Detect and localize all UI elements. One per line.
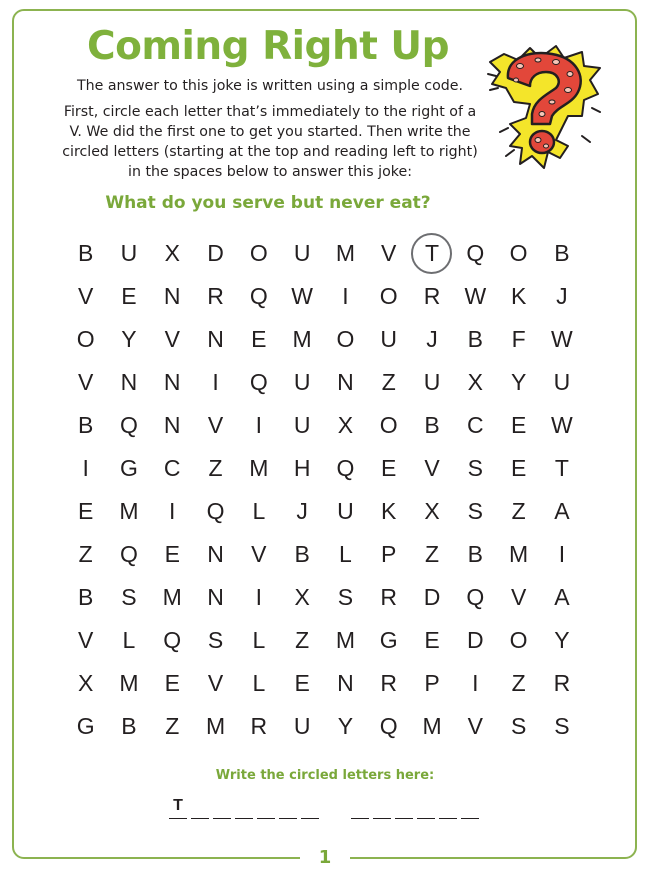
grid-letter[interactable]: R	[250, 713, 268, 739]
grid-letter[interactable]: V	[164, 326, 180, 352]
answer-blank[interactable]	[235, 796, 253, 819]
grid-letter[interactable]: Y	[554, 627, 570, 653]
answer-label: Write the circled letters here:	[215, 768, 435, 783]
grid-letter[interactable]: K	[510, 283, 527, 309]
grid-letter[interactable]: M	[119, 498, 139, 524]
grid-letter[interactable]: U	[337, 498, 354, 524]
grid-letter[interactable]: O	[509, 240, 528, 266]
grid-letter[interactable]: U	[553, 369, 571, 395]
grid-letter[interactable]: U	[423, 369, 441, 395]
answer-blank[interactable]	[351, 796, 369, 819]
grid-letter[interactable]: E	[164, 670, 180, 696]
grid-letter[interactable]: Z	[208, 455, 223, 481]
grid-letter[interactable]: K	[381, 498, 397, 524]
grid-letter[interactable]: I	[472, 670, 479, 696]
answer-blank[interactable]	[191, 796, 209, 819]
grid-row	[64, 404, 584, 447]
grid-letter[interactable]: I	[169, 498, 176, 524]
letter-grid	[64, 232, 584, 748]
grid-letter[interactable]: Z	[424, 541, 440, 567]
grid-row	[64, 275, 584, 318]
grid-letter[interactable]: A	[554, 584, 570, 610]
grid-letter[interactable]: D	[207, 240, 224, 266]
instructions-paragraph: First, circle each letter that’s immediately to the right of a V. We did the first one to get you started. Then write the circled letters (starting at the top and reading left to right) in the spaces below to answer this joke:	[62, 104, 478, 180]
grid-letter[interactable]: V	[381, 240, 397, 266]
grid-letter[interactable]: Q	[120, 412, 138, 438]
grid-row	[64, 705, 584, 748]
grid-letter[interactable]: E	[251, 326, 267, 352]
grid-letter[interactable]: Z	[511, 498, 526, 524]
grid-letter[interactable]: M	[205, 713, 226, 739]
grid-letter[interactable]: M	[292, 326, 312, 352]
grid-letter[interactable]: X	[164, 240, 180, 266]
grid-letter[interactable]: B	[77, 412, 94, 438]
grid-letter[interactable]: M	[119, 670, 139, 696]
grid-letter[interactable]: V	[251, 541, 267, 567]
grid-letter[interactable]: N	[207, 541, 224, 567]
grid-letter[interactable]: U	[380, 326, 398, 352]
grid-letter[interactable]: Q	[466, 240, 485, 266]
grid-letter[interactable]: G	[379, 627, 398, 653]
grid-letter[interactable]: M	[335, 627, 356, 653]
grid-letter[interactable]: Q	[120, 541, 138, 567]
grid-letter-circled[interactable]: T	[410, 232, 453, 275]
grid-letter[interactable]: O	[76, 326, 95, 352]
answer-blanks	[169, 796, 483, 819]
answer-blank[interactable]	[395, 796, 413, 819]
grid-letter[interactable]: W	[551, 326, 573, 352]
answer-blank[interactable]	[301, 796, 319, 819]
grid-letter[interactable]: Y	[337, 713, 354, 739]
grid-letter[interactable]: B	[424, 412, 440, 438]
grid-letter[interactable]: Q	[206, 498, 225, 524]
grid-letter[interactable]: Q	[249, 283, 268, 309]
grid-letter[interactable]: Q	[466, 584, 485, 610]
grid-letter[interactable]: L	[252, 670, 266, 696]
grid-letter[interactable]: I	[342, 283, 349, 309]
grid-letter[interactable]: N	[207, 326, 224, 352]
grid-row	[64, 361, 584, 404]
grid-letter[interactable]: Q	[163, 627, 182, 653]
grid-letter[interactable]: Z	[381, 369, 396, 395]
grid-letter[interactable]: N	[337, 670, 354, 696]
grid-letter[interactable]: B	[294, 541, 310, 567]
grid-letter[interactable]: A	[554, 498, 570, 524]
grid-letter[interactable]: P	[381, 541, 397, 567]
grid-letter[interactable]: M	[422, 713, 442, 739]
grid-letter[interactable]: G	[76, 713, 95, 739]
answer-blank[interactable]	[213, 796, 231, 819]
grid-letter[interactable]: V	[77, 369, 94, 395]
grid-letter[interactable]: E	[510, 412, 527, 438]
grid-letter[interactable]: J	[296, 498, 308, 524]
grid-letter[interactable]: Q	[336, 455, 355, 481]
grid-letter[interactable]: O	[336, 326, 355, 352]
grid-letter[interactable]: I	[255, 412, 263, 438]
grid-letter[interactable]: V	[207, 670, 224, 696]
grid-letter[interactable]: W	[464, 283, 487, 309]
answer-blank[interactable]	[461, 796, 479, 819]
grid-letter[interactable]: X	[294, 584, 310, 610]
grid-letter[interactable]: P	[424, 670, 440, 696]
answer-blank[interactable]: T	[169, 796, 187, 819]
grid-letter[interactable]: O	[379, 283, 398, 309]
grid-letter[interactable]: Y	[510, 369, 527, 395]
grid-letter[interactable]: T	[554, 455, 569, 481]
grid-letter[interactable]: B	[467, 326, 483, 352]
answer-blank[interactable]	[373, 796, 391, 819]
grid-letter[interactable]: L	[122, 627, 136, 653]
grid-letter[interactable]: G	[120, 455, 138, 481]
grid-letter[interactable]: Z	[165, 713, 180, 739]
grid-letter[interactable]: V	[77, 627, 94, 653]
grid-row	[64, 662, 584, 705]
grid-letter[interactable]: N	[163, 283, 181, 309]
grid-letter[interactable]: X	[467, 369, 483, 395]
grid-letter[interactable]: N	[207, 584, 224, 610]
grid-letter[interactable]: W	[551, 412, 573, 438]
grid-letter[interactable]: B	[77, 240, 94, 266]
answer-blank[interactable]	[417, 796, 435, 819]
intro-line: The answer to this joke is written using a simple code.	[76, 78, 464, 94]
grid-letter[interactable]: L	[252, 627, 266, 653]
grid-letter[interactable]: Z	[78, 541, 93, 567]
question-mark-icon	[486, 44, 604, 172]
grid-letter[interactable]: S	[554, 713, 570, 739]
answer-blank[interactable]	[257, 796, 275, 819]
grid-letter[interactable]: N	[163, 369, 181, 395]
grid-letter[interactable]: B	[121, 713, 137, 739]
grid-letter[interactable]: U	[293, 713, 311, 739]
grid-letter[interactable]: Y	[121, 326, 137, 352]
answer-blank[interactable]	[439, 796, 457, 819]
grid-letter[interactable]: E	[77, 498, 94, 524]
grid-letter[interactable]: E	[381, 455, 397, 481]
grid-letter[interactable]: M	[162, 584, 182, 610]
grid-letter[interactable]: N	[120, 369, 138, 395]
grid-letter[interactable]: Q	[379, 713, 398, 739]
grid-letter[interactable]: Z	[511, 670, 526, 696]
grid-letter[interactable]: I	[255, 584, 263, 610]
grid-row	[64, 533, 584, 576]
grid-letter[interactable]: F	[511, 326, 526, 352]
grid-letter[interactable]: B	[77, 584, 94, 610]
grid-letter[interactable]: E	[164, 541, 180, 567]
answer-word	[169, 796, 323, 819]
grid-letter[interactable]: M	[335, 240, 356, 266]
grid-letter[interactable]: O	[379, 412, 398, 438]
grid-letter[interactable]: V	[207, 412, 224, 438]
grid-letter[interactable]: B	[467, 541, 483, 567]
grid-letter[interactable]: J	[556, 283, 568, 309]
grid-row	[64, 318, 584, 361]
grid-letter[interactable]: R	[423, 283, 441, 309]
grid-letter[interactable]: I	[212, 369, 219, 395]
grid-letter[interactable]: C	[163, 455, 181, 481]
grid-letter[interactable]: W	[291, 283, 313, 309]
grid-letter[interactable]: O	[249, 240, 268, 266]
grid-letter[interactable]: N	[163, 412, 181, 438]
grid-letter[interactable]: M	[509, 541, 529, 567]
grid-letter[interactable]: Z	[295, 627, 310, 653]
grid-letter[interactable]: S	[467, 455, 483, 481]
page-number: 1	[300, 845, 350, 871]
grid-letter[interactable]: E	[121, 283, 137, 309]
grid-letter[interactable]: V	[424, 455, 440, 481]
grid-letter[interactable]: S	[207, 627, 224, 653]
grid-letter[interactable]: L	[339, 541, 352, 567]
grid-letter[interactable]: E	[424, 627, 440, 653]
grid-letter[interactable]: O	[509, 627, 528, 653]
grid-letter[interactable]: C	[467, 412, 484, 438]
grid-letter[interactable]: U	[293, 240, 311, 266]
grid-letter[interactable]: E	[510, 455, 527, 481]
grid-letter[interactable]: Q	[249, 369, 268, 395]
grid-letter[interactable]: D	[423, 584, 441, 610]
answer-word	[351, 796, 483, 819]
grid-row	[64, 576, 584, 619]
joke-question: What do you serve but never eat?	[105, 193, 431, 213]
grid-letter[interactable]: X	[337, 412, 354, 438]
grid-letter[interactable]: S	[467, 498, 483, 524]
answer-blank[interactable]	[279, 796, 297, 819]
grid-letter[interactable]: V	[77, 283, 94, 309]
grid-letter[interactable]: H	[293, 455, 311, 481]
grid-letter[interactable]: J	[426, 326, 438, 352]
grid-row	[64, 490, 584, 533]
grid-letter[interactable]: R	[207, 283, 224, 309]
grid-row	[64, 447, 584, 490]
grid-letter[interactable]: E	[294, 670, 310, 696]
grid-row	[64, 232, 584, 275]
grid-letter[interactable]: S	[121, 584, 137, 610]
grid-letter[interactable]: X	[77, 670, 94, 696]
grid-letter[interactable]: V	[467, 713, 483, 739]
grid-letter[interactable]: I	[82, 455, 89, 481]
grid-letter[interactable]: I	[558, 541, 566, 567]
grid-letter[interactable]: L	[252, 498, 266, 524]
grid-letter[interactable]: U	[293, 412, 311, 438]
grid-letter[interactable]: U	[120, 240, 138, 266]
grid-letter[interactable]: S	[337, 584, 354, 610]
grid-letter[interactable]: U	[293, 369, 311, 395]
grid-letter[interactable]: B	[554, 240, 570, 266]
grid-letter[interactable]: M	[249, 455, 269, 481]
grid-letter[interactable]: V	[510, 584, 527, 610]
grid-letter[interactable]: R	[553, 670, 571, 696]
grid-letter[interactable]: R	[380, 670, 398, 696]
grid-letter[interactable]: X	[424, 498, 440, 524]
grid-letter[interactable]: R	[380, 584, 398, 610]
grid-letter[interactable]: N	[337, 369, 354, 395]
grid-row	[64, 619, 584, 662]
grid-letter[interactable]: S	[510, 713, 527, 739]
page-title: Coming Right Up	[86, 24, 450, 69]
grid-letter[interactable]: D	[467, 627, 484, 653]
